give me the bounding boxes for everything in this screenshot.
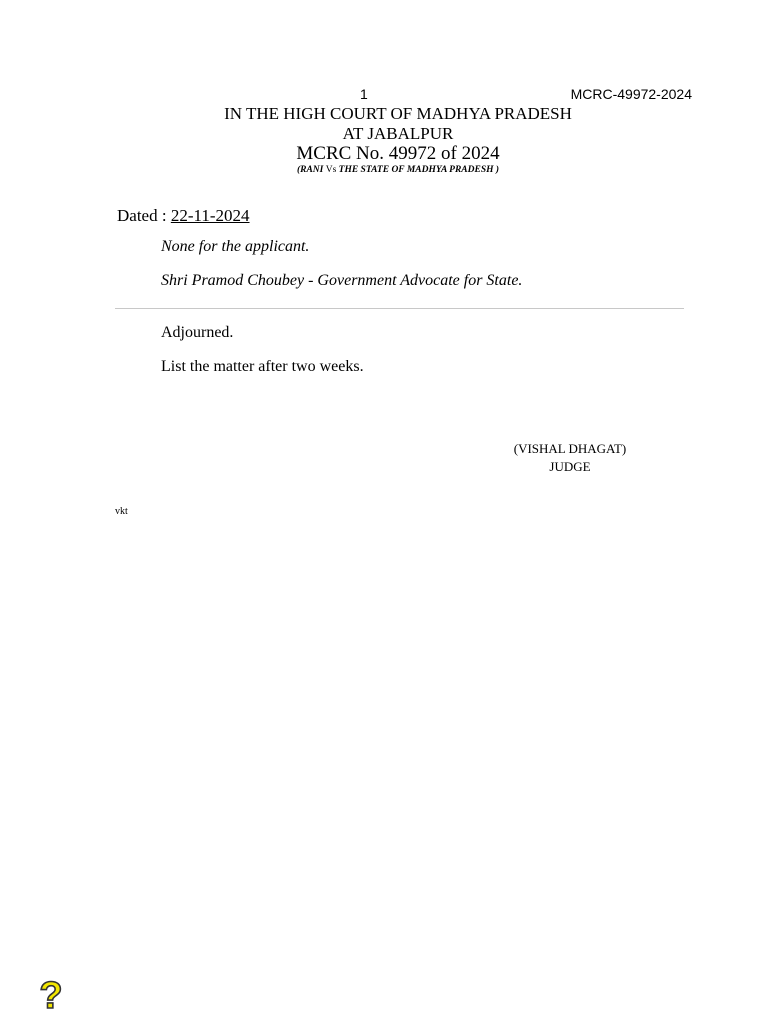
case-reference: MCRC-49972-2024 — [570, 86, 692, 102]
judge-title: JUDGE — [549, 459, 591, 474]
question-mark-glyph: ? — [39, 975, 63, 1013]
case-parties — [0, 165, 768, 175]
court-name: IN THE HIGH COURT OF MADHYA PRADESH — [224, 104, 572, 123]
dated-label: Dated : — [117, 206, 171, 225]
respondent-name: THE STATE OF MADHYA PRADESH ) — [336, 165, 500, 175]
case-number: MCRC No. 49972 of 2024 — [296, 143, 500, 164]
order-line-adjourned: Adjourned. — [161, 324, 234, 341]
question-mark-icon[interactable] — [36, 975, 66, 1013]
judge-name: (VISHAL DHAGAT) — [513, 441, 627, 456]
dated-line — [117, 206, 250, 226]
versus-label: Vs — [325, 165, 337, 175]
appearance-applicant: None for the applicant. — [161, 238, 310, 255]
appearance-state: Shri Pramod Choubey - Government Advocate for State. — [161, 272, 523, 289]
order-line-listing: List the matter after two weeks. — [161, 358, 364, 375]
dated-value: 22-11-2024 — [170, 206, 250, 225]
section-divider — [115, 308, 684, 309]
typist-initials: vkt — [115, 506, 128, 517]
court-seat: AT JABALPUR — [342, 124, 454, 143]
page-number: 1 — [360, 86, 368, 102]
petitioner-name: (RANI — [296, 165, 326, 175]
